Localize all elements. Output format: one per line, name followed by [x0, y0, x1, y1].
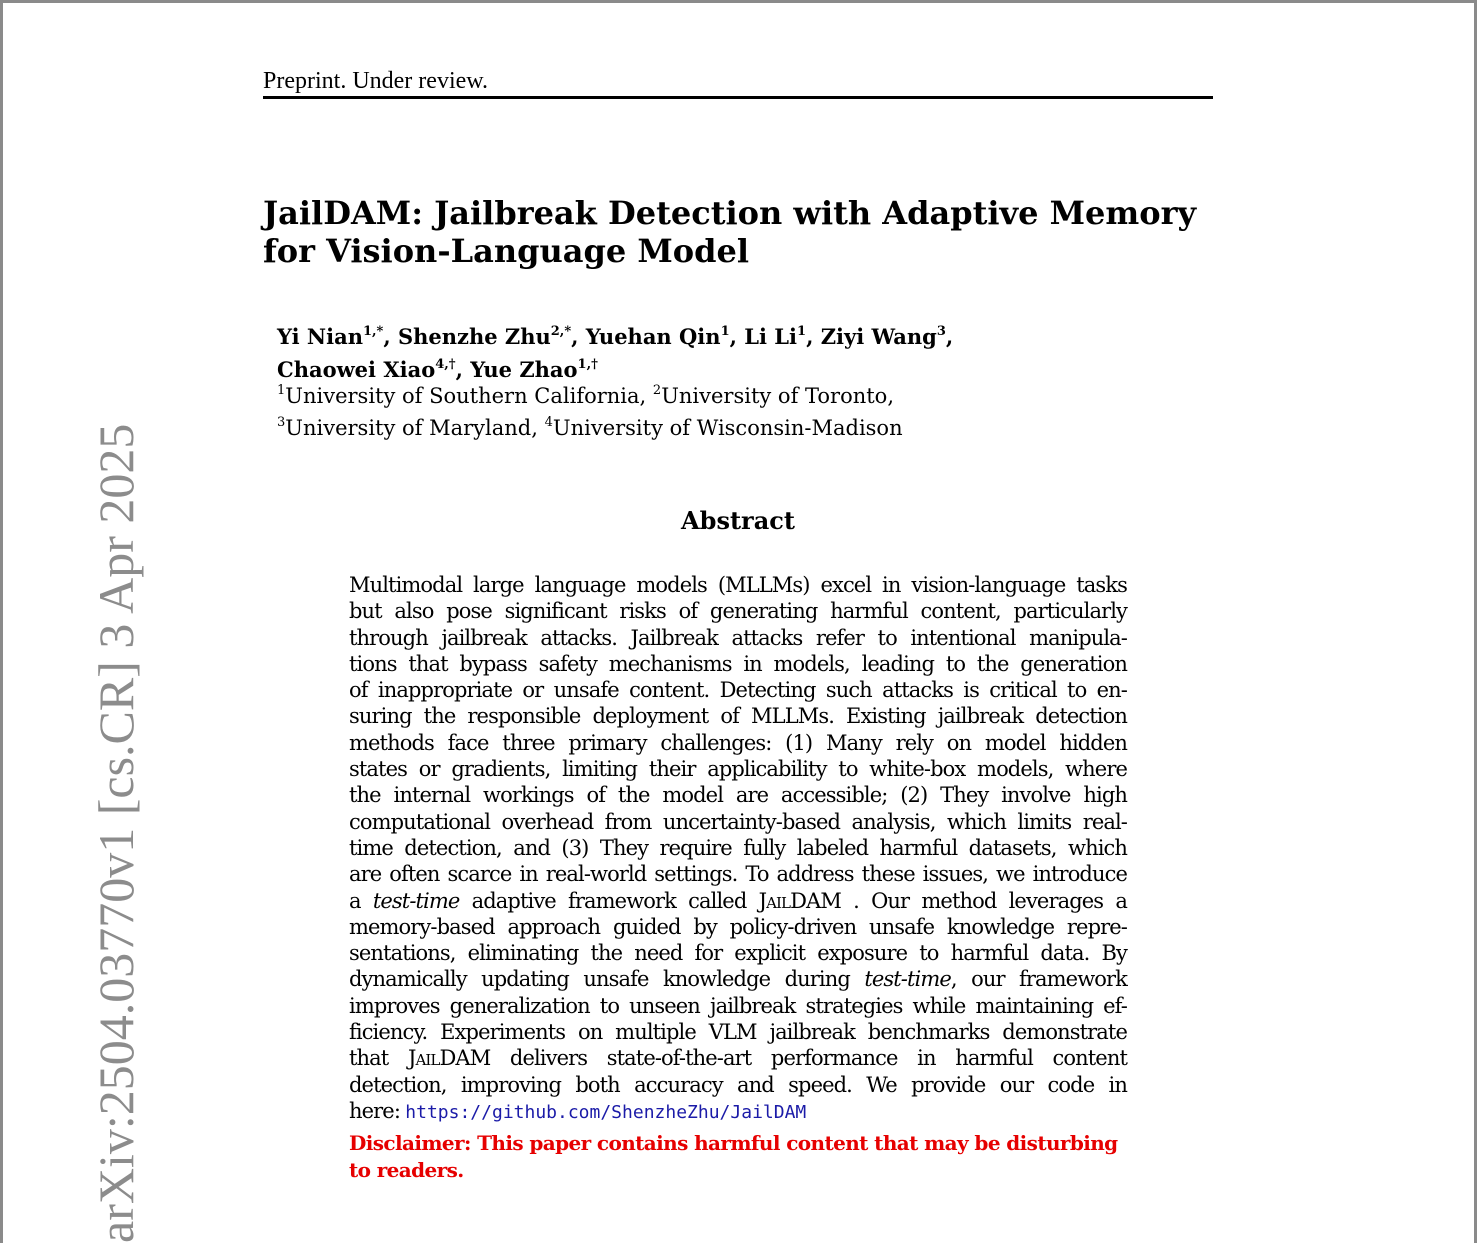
text-run: . Our method leverages a	[840, 888, 1127, 913]
abstract-heading: Abstract	[681, 506, 795, 535]
affiliation-line-1	[277, 382, 903, 414]
affil-mark: 2	[652, 383, 662, 398]
affiliation-name: University of Maryland	[285, 416, 532, 440]
affiliation-name: University of Southern California	[285, 384, 640, 408]
paper-title	[263, 194, 1197, 270]
abstract-line: suring the responsible deployment of MLLMs. Existing jailbreak detection	[349, 704, 1127, 729]
author-affil-mark: 3	[936, 324, 946, 339]
disclaimer	[349, 1130, 1127, 1184]
affiliation-line-2	[277, 414, 903, 446]
author-list	[277, 322, 953, 388]
abstract-line: methods face three primary challenges: (1) Many rely on model hidden	[349, 730, 1127, 755]
abstract-line: are often scarce in real-world settings. To address these issues, we introduce	[349, 862, 1127, 887]
affiliation-name: University of Wisconsin-Madison	[552, 416, 903, 440]
author-name: Chaowei Xiao	[277, 357, 436, 382]
running-header: Preprint. Under review.	[263, 68, 489, 94]
affiliation-list	[277, 382, 903, 446]
author-name: Li Li	[744, 324, 798, 349]
arxiv-identifier-stamp: arXiv:2504.03770v1 [cs.CR] 3 Apr 2025	[88, 423, 144, 1243]
abstract-line: but also pose significant risks of generating harmful content, particularly	[349, 599, 1127, 624]
author-affil-mark: 4,†	[435, 357, 456, 372]
abstract-line: improves generalization to unseen jailbreak strategies while maintaining ef-	[349, 993, 1127, 1018]
abstract-line: detection, improving both accuracy and speed. We provide our code in	[349, 1072, 1127, 1097]
author-name: Yuehan Qin	[585, 324, 721, 349]
text-run: adaptive framework called	[459, 888, 759, 913]
affil-mark: 1	[277, 383, 286, 398]
abstract-line	[349, 888, 1127, 914]
author-sep: ,	[729, 324, 745, 349]
abstract-body	[349, 572, 1127, 1126]
text-run: a	[349, 888, 373, 913]
author-name: Shenzhe Zhu	[397, 324, 551, 349]
author-sep: ,	[455, 357, 471, 382]
abstract-line: memory-based approach guided by policy-driven unsafe knowledge repre-	[349, 914, 1127, 939]
author-affil-mark: 1,*	[362, 324, 384, 339]
method-name: JailDAM	[758, 888, 841, 913]
disclaimer-line: to readers.	[349, 1158, 464, 1182]
abstract-line: Multimodal large language models (MLLMs) excel in vision-language tasks	[349, 573, 1127, 597]
method-name: JailDAM	[407, 1046, 491, 1071]
text-run: dynamically updating unsafe knowledge during	[349, 967, 865, 992]
abstract-line: ficiency. Experiments on multiple VLM jailbreak benchmarks demonstrate	[349, 1020, 1127, 1045]
abstract-line: through jailbreak attacks. Jailbreak attacks refer to intentional manipula-	[349, 625, 1127, 650]
emphasis-test-time: test-time	[372, 888, 460, 913]
affil-mark: 4	[544, 415, 553, 430]
abstract-line	[349, 1045, 1127, 1071]
title-line: for Vision-Language Model	[263, 232, 749, 270]
abstract-line	[349, 1098, 1127, 1126]
affil-mark: 3	[277, 415, 286, 430]
page-frame-top	[0, 0, 1477, 3]
abstract-line	[349, 966, 1127, 992]
author-affil-mark: 1	[720, 324, 730, 339]
author-sep: ,	[571, 324, 586, 349]
author-sep: ,	[806, 324, 821, 349]
author-sep: ,	[383, 324, 398, 349]
author-affil-mark: 1	[797, 324, 807, 339]
author-affil-mark: 1,†	[577, 357, 598, 372]
abstract-line: of inappropriate or unsafe content. Detecting such attacks is critical to en-	[349, 678, 1127, 703]
author-name: Ziyi Wang	[820, 324, 937, 349]
text-run: that	[349, 1046, 408, 1071]
affil-sep: ,	[639, 384, 653, 408]
header-rule	[263, 96, 1213, 99]
affil-sep: ,	[531, 416, 545, 440]
abstract-line: states or gradients, limiting their applicability to white-box models, where	[349, 757, 1127, 782]
author-sep: ,	[945, 324, 954, 349]
abstract-line: time detection, and (3) They require fully labeled harmful datasets, which	[349, 835, 1127, 860]
abstract-line: computational overhead from uncertainty-based analysis, which limits real-	[349, 809, 1127, 834]
abstract-line: sentations, eliminating the need for explicit exposure to harmful data. By	[349, 941, 1127, 966]
affil-sep: ,	[887, 384, 895, 408]
author-line-1	[277, 322, 953, 355]
text-run: here:	[349, 1098, 406, 1123]
emphasis-test-time: test-time	[864, 967, 951, 992]
disclaimer-line: Disclaimer: This paper contains harmful content that may be disturbing	[349, 1131, 1118, 1155]
abstract-line: tions that bypass safety mechanisms in models, leading to the generation	[349, 651, 1127, 676]
author-name: Yue Zhao	[470, 357, 578, 382]
affiliation-name: University of Toronto	[661, 384, 888, 408]
page-frame-left	[0, 0, 3, 1243]
title-line: JailDAM: Jailbreak Detection with Adaptive Memory	[263, 194, 1197, 232]
code-repo-link[interactable]: https://github.com/ShenzheZhu/JailDAM	[405, 1101, 807, 1123]
abstract-line: the internal workings of the model are accessible; (2) They involve high	[349, 783, 1127, 808]
author-affil-mark: 2,*	[550, 324, 572, 339]
text-run: , our framework	[950, 967, 1127, 992]
text-run: delivers state-of-the-art performance in harmful content	[490, 1046, 1127, 1071]
author-name: Yi Nian	[277, 324, 363, 349]
